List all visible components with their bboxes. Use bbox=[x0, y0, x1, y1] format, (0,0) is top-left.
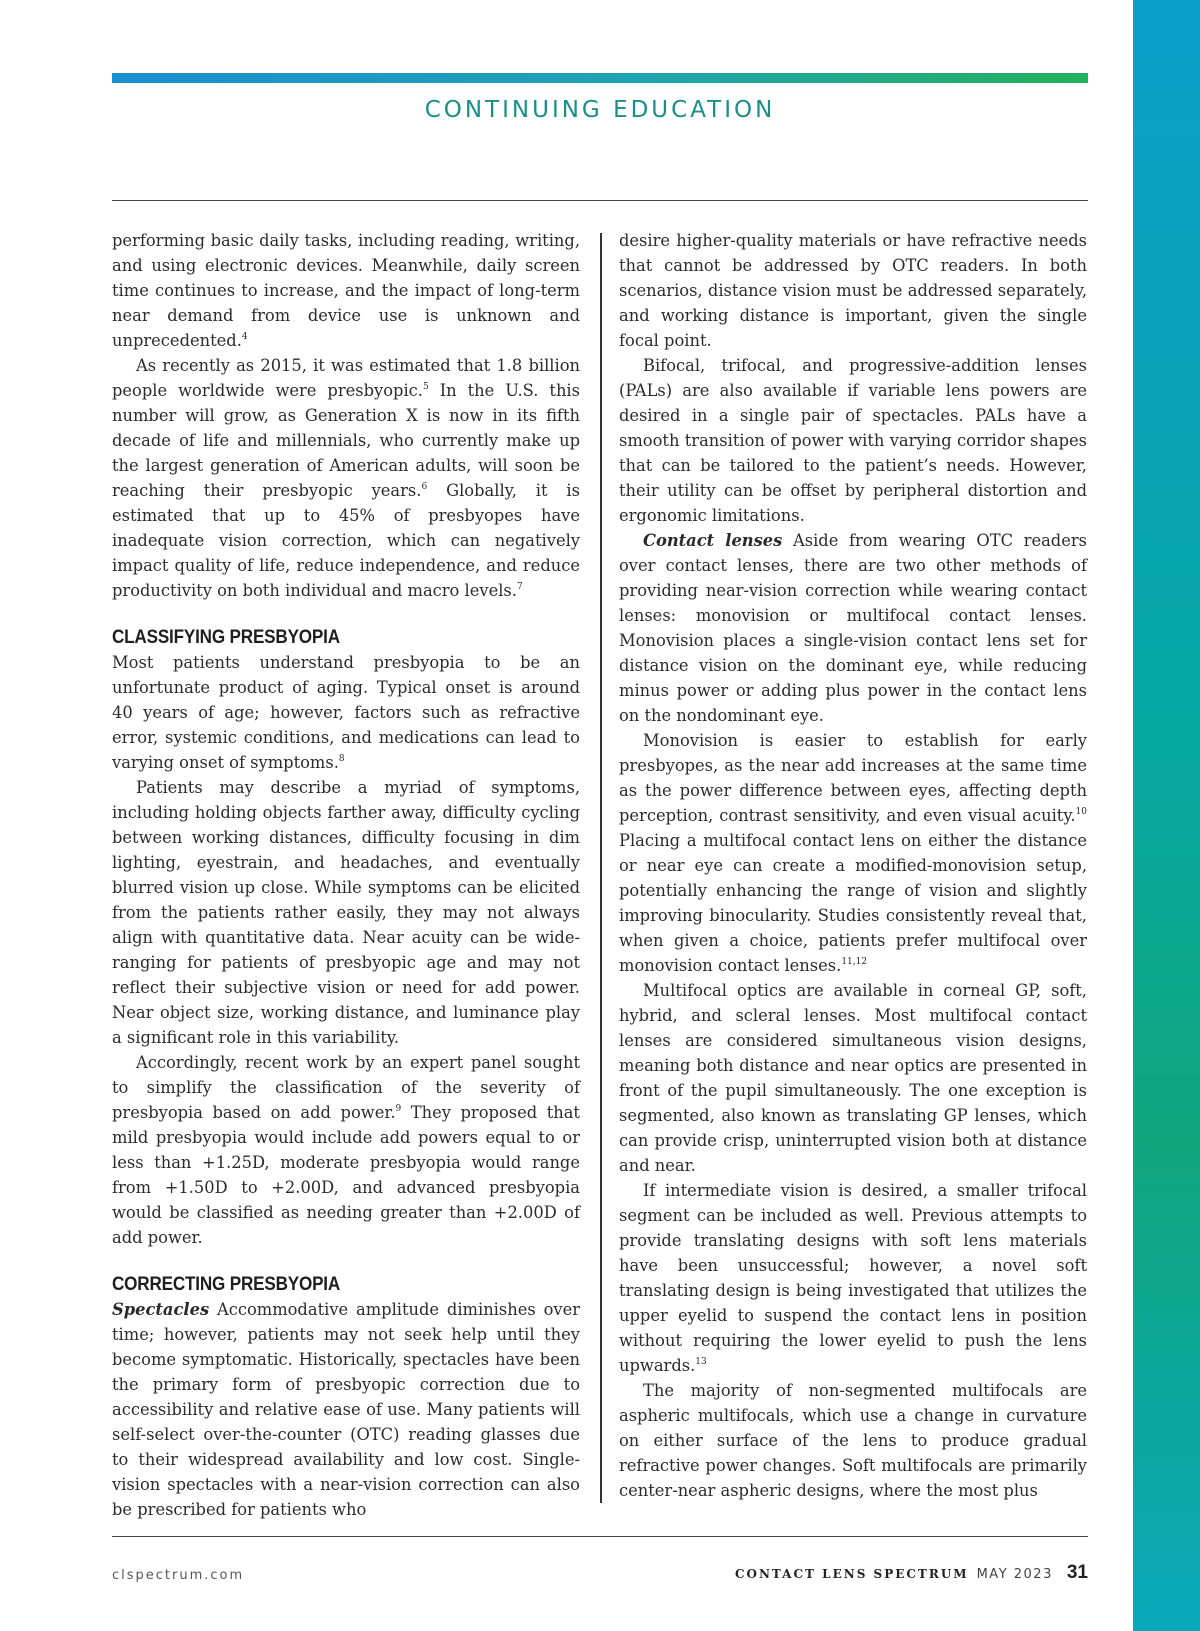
footer-rule bbox=[112, 1536, 1088, 1537]
paragraph: performing basic daily tasks, including reading, writing, and using electronic devices. Meanwhile, daily screen time continues to increase, and the impact of long-term near demand from device use is unknown and unprecedented.$^4$ bbox=[112, 231, 580, 350]
paragraph: The majority of non-segmented multifocals are aspheric multifocals, which use a change in curvature on either surface of the lens to produce gradual refractive power changes. Soft multifocals are primarily center-near aspheric designs, where the most plus bbox=[619, 1381, 1087, 1500]
footer-info bbox=[735, 1562, 1088, 1584]
paragraph: Spectacles Accommodative amplitude diminishes over time; however, patients may not seek help until they become symptomatic. Historically, spectacles have been the primary form of presbyopic correction due to accessibility and relative ease of use. Many patients will self-select over-the-counter (OTC) reading glasses due to their widespread availability and low cost. Single-vision spectacles with a near-vision correction can also be prescribed for patients who bbox=[112, 1300, 580, 1519]
reference-superscript: 11,12 bbox=[841, 957, 868, 967]
section-title: CONTINUING EDUCATION bbox=[424, 97, 776, 123]
paragraph: As recently as 2015, it was estimated that 1.8 billion people worldwide were presbyopic.$^5$ In the U.S. this number will grow, as Generation X is now in its fifth decade of life and millennials, who currently make up the largest generation of American adults, will soon be reaching their presbyopic years.$^6$ Globally, it is estimated that up to 45% of presbyopes have inadequate vision correction, which can negatively impact quality of life, reduce independence, and reduce productivity on both individual and macro levels.$^7$ bbox=[112, 356, 580, 600]
heading-correcting-presbyopia: CORRECTING PRESBYOPIA bbox=[112, 1274, 341, 1295]
footer-website: clspectrum.com bbox=[112, 1568, 245, 1583]
header-gradient-bar bbox=[112, 73, 1088, 83]
paragraph: Accordingly, recent work by an expert panel sought to simplify the classification of the severity of presbyopia based on add power.$^9$ They proposed that mild presbyopia would include add powers equal to or less than +1.25D, moderate presbyopia would range from +1.50D to +2.00D, and advanced presbyopia would be classified as needing greater than +2.00D of add power. bbox=[112, 1053, 580, 1247]
paragraph: If intermediate vision is desired, a smaller trifocal segment can be included as well. Previous attempts to provide translating designs with soft lens materials have been unsuccessful; however, a novel soft translating design is being investigated that utilizes the upper eyelid to suspend the contact lens in position without requiring the lower eyelid to push the lens upwards.$^{13}$ bbox=[619, 1181, 1087, 1375]
paragraph: Most patients understand presbyopia to be an unfortunate product of aging. Typical onset is around 40 years of age; however, factors such as refractive error, systemic conditions, and medications can lead to varying onset of symptoms.$^8$ bbox=[112, 653, 580, 772]
paragraph: Multifocal optics are available in corneal GP, soft, hybrid, and scleral lenses. Most multifocal contact lenses are considered simultaneous vision designs, meaning both distance and near optics are presented in front of the pupil simultaneously. The one exception is segmented, also known as translating GP lenses, which can provide crisp, uninterrupted vision both at distance and near. bbox=[619, 981, 1087, 1175]
paragraph: desire higher-quality materials or have refractive needs that cannot be addressed by OTC readers. In both scenarios, distance vision must be addressed separately, and working distance is important, given the single focal point. bbox=[619, 231, 1087, 350]
issue-date: MAY 2023 bbox=[976, 1567, 1053, 1582]
run-in-heading-spectacles: Spectacles bbox=[112, 1300, 210, 1319]
reference-superscript: 9 bbox=[395, 1104, 402, 1114]
heading-classifying-presbyopia: CLASSIFYING PRESBYOPIA bbox=[112, 627, 340, 648]
column-divider bbox=[600, 233, 602, 1503]
header-rule bbox=[112, 200, 1088, 201]
reference-superscript: 4 bbox=[241, 332, 248, 342]
paragraph: Patients may describe a myriad of symptoms, including holding objects farther away, difficulty cycling between working distances, difficulty focusing in dim lighting, eyestrain, and headaches, and eventually blurred vision up close. While symptoms can be elicited from the patients rather easily, they may not always align with quantitative data. Near acuity can be wide-ranging for patients of presbyopic age and may not reflect their subjective vision or need for add power. Near object size, working distance, and luminance play a significant role in this variability. bbox=[112, 778, 580, 1047]
run-in-heading-contact-lenses: Contact lenses bbox=[643, 531, 783, 550]
reference-superscript: 5 bbox=[422, 382, 429, 392]
paragraph: Contact lenses Aside from wearing OTC readers over contact lenses, there are two other methods of providing near-vision correction while wearing contact lenses: monovision or multifocal contact lenses. Monovision places a single-vision contact lens set for distance vision on the dominant eye, while reducing minus power or adding plus power in the contact lens on the nondominant eye. bbox=[619, 531, 1087, 725]
right-column bbox=[619, 228, 1087, 1503]
reference-superscript: 6 bbox=[421, 482, 428, 492]
left-column bbox=[112, 228, 580, 1522]
reference-superscript: 13 bbox=[695, 1357, 707, 1367]
paragraph: Monovision is easier to establish for early presbyopes, as the near add increases at the same time as the power difference between eyes, affecting depth perception, contrast sensitivity, and even visual acuity.$^{10}$ Placing a multifocal contact lens on either the distance or near eye can create a modified-monovision setup, potentially enhancing the range of vision and slightly improving binocularity. Studies consistently reveal that, when given a choice, patients prefer multifocal over monovision contact lenses.$^{11,12}$ bbox=[619, 731, 1087, 975]
reference-superscript: 10 bbox=[1075, 807, 1087, 817]
reference-superscript: 7 bbox=[516, 582, 523, 592]
side-color-bar bbox=[1133, 0, 1200, 1631]
reference-superscript: 8 bbox=[338, 754, 345, 764]
paragraph: Bifocal, trifocal, and progressive-addition lenses (PALs) are also available if variable lens powers are desired in a single pair of spectacles. PALs have a smooth transition of power with varying corridor shapes that can be tailored to the patient’s needs. However, their utility can be offset by peripheral distortion and ergonomic limitations. bbox=[619, 356, 1087, 525]
page-number: 31 bbox=[1066, 1562, 1088, 1583]
magazine-name: CONTACT LENS SPECTRUM bbox=[734, 1567, 969, 1581]
